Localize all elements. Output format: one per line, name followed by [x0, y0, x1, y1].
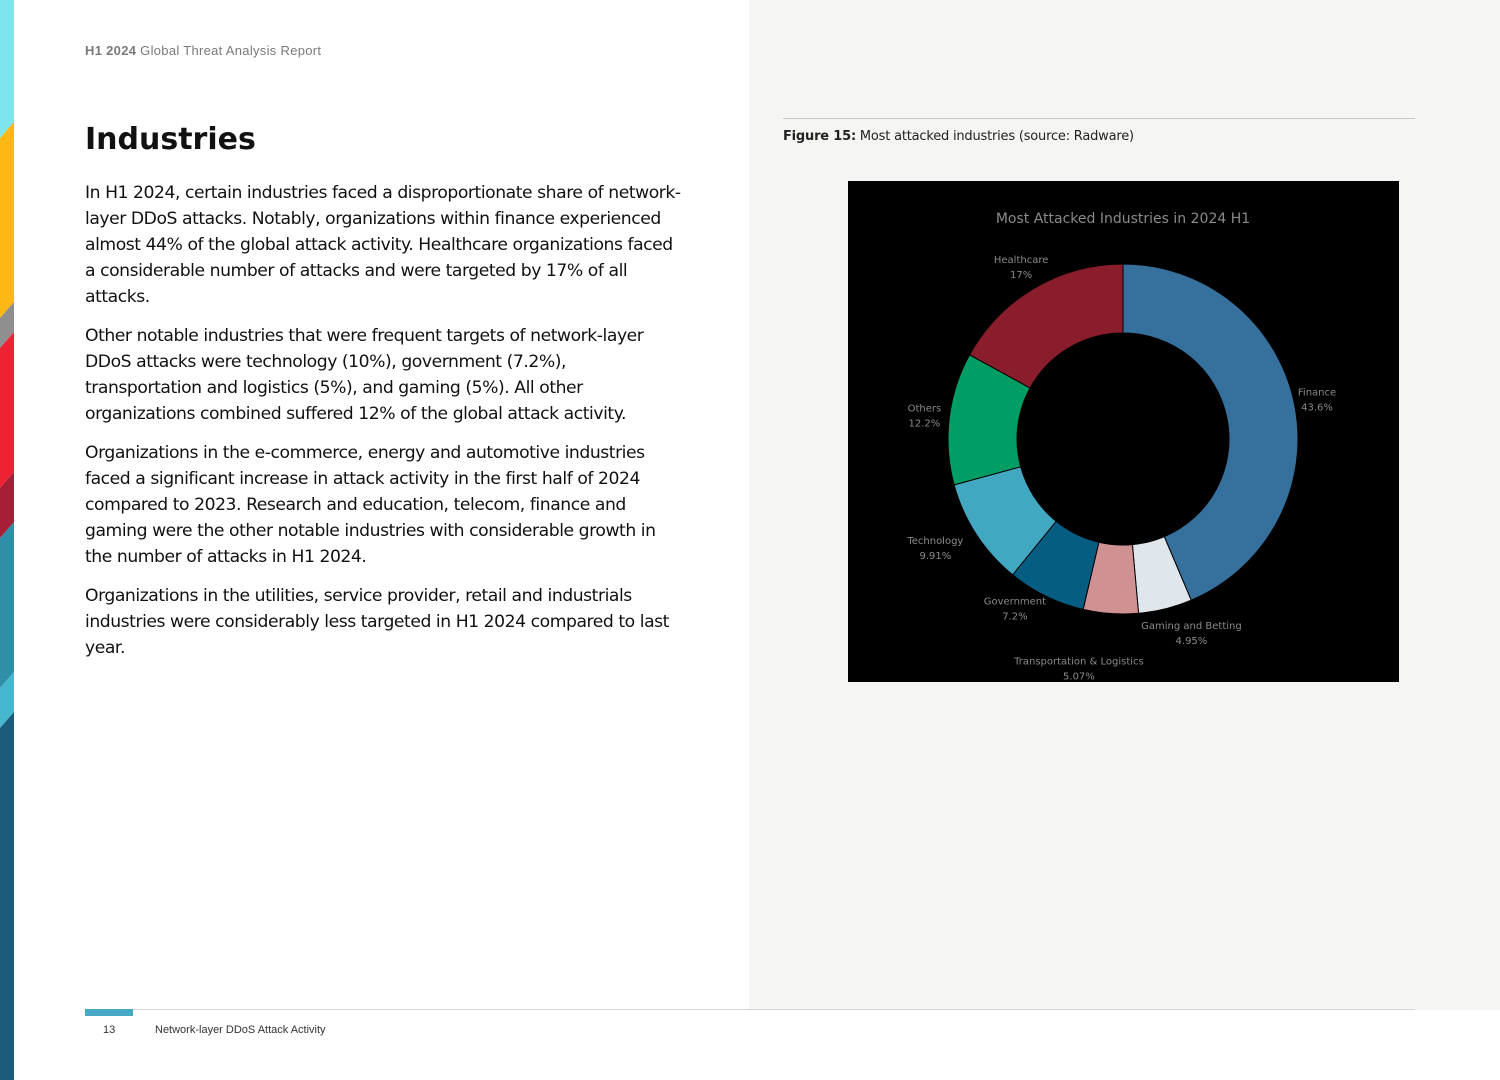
- stripe-band: [0, 0, 14, 138]
- stripe-band: [0, 332, 14, 488]
- slice-label-value: 17%: [1010, 269, 1033, 281]
- figure-divider: [783, 118, 1415, 119]
- slice-label-value: 9.91%: [919, 551, 952, 563]
- slice-label-value: 5.07%: [1063, 671, 1095, 682]
- stripe-band: [0, 712, 14, 1080]
- slice-label-value: 7.2%: [1002, 611, 1028, 623]
- slice-label-name: Finance: [1297, 387, 1337, 399]
- slice-label-value: 4.95%: [1175, 636, 1208, 648]
- chart-title: Most Attacked Industries in 2024 H1: [995, 211, 1251, 227]
- figure-caption: [783, 129, 1134, 144]
- donut-chart-svg: [848, 181, 1399, 682]
- slice-label-name: Government: [983, 596, 1047, 608]
- donut-chart: [848, 181, 1399, 682]
- stripe-band: [0, 522, 14, 688]
- running-header: [85, 43, 321, 58]
- slice-label-name: Others: [907, 403, 942, 415]
- footer-section-name: Network-layer DDoS Attack Activity: [155, 1024, 326, 1036]
- footer-accent-bar: [85, 1009, 133, 1016]
- decorative-color-stripe: [0, 0, 14, 1080]
- paragraph-4: Organizations in the utilities, service provider, retail and industrials industries were considerably less targeted in H1 2024 compared to last year.: [85, 586, 669, 658]
- report-title: Global Threat Analysis Report: [140, 43, 322, 58]
- body-text: [85, 180, 687, 674]
- slice-label-value: 12.2%: [908, 418, 941, 430]
- slice-label-value: 43.6%: [1301, 402, 1333, 414]
- slice-label-name: Gaming and Betting: [1141, 621, 1242, 633]
- footer-divider: [85, 1009, 1415, 1010]
- slice-label-name: Healthcare: [993, 254, 1049, 266]
- slice-label-name: Technology: [907, 536, 964, 548]
- page-number: 13: [103, 1024, 116, 1036]
- report-year: H1 2024: [85, 43, 137, 58]
- figure-label: Figure 15:: [783, 129, 856, 144]
- stripe-band: [0, 122, 14, 318]
- paragraph-1: In H1 2024, certain industries faced a disproportionate share of network-layer DDoS attacks. Notably, organizations within finance experienced almost 44% of the global attack activity. Healthcare organizations faced a considerable number of attacks and were targeted by 17% of all attacks.: [85, 183, 681, 307]
- figure-caption-text: Most attacked industries (source: Radware): [859, 129, 1134, 144]
- slice-label-name: Transportation & Logistics: [1014, 656, 1144, 668]
- section-title: Industries: [85, 122, 256, 157]
- paragraph-2: Other notable industries that were frequent targets of network-layer DDoS attacks were technology (10%), government (7.2%), transportation and logistics (5%), and gaming (5%). All other organizations combined suffered 12% of the global attack activity.: [85, 326, 644, 424]
- paragraph-3: Organizations in the e-commerce, energy and automotive industries faced a significant increase in attack activity in the first half of 2024 compared to 2023. Research and education, telecom, finance and gaming were the other notable industries with considerable growth in the number of attacks in H1 2024.: [85, 443, 656, 567]
